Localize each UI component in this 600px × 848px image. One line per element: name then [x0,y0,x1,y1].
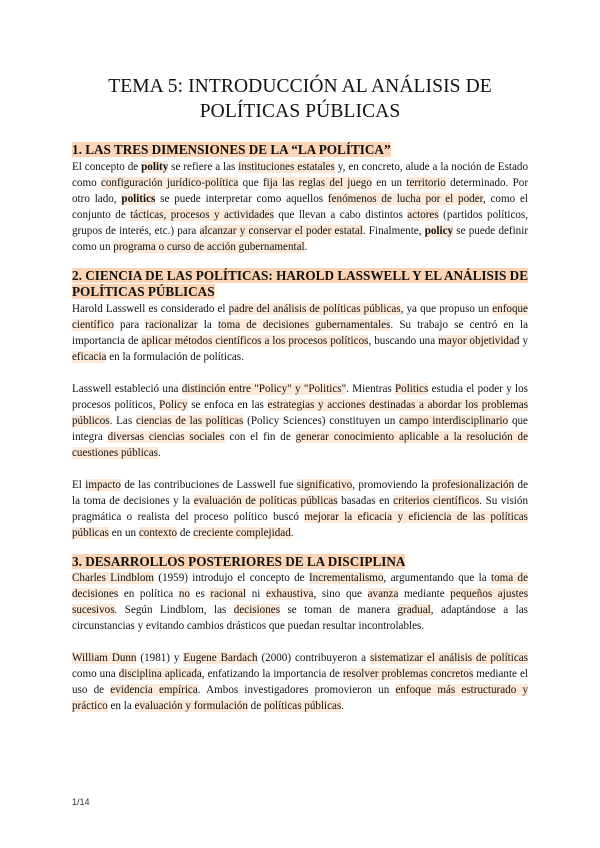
highlighted-text: eficacia [72,350,107,363]
section-heading: 2. CIENCIA DE LAS POLÍTICAS: HAROLD LASSWELL Y EL ANÁLISIS DE POLÍTICAS PÚBLICAS [72,267,528,299]
highlighted-text: estrategias y acciones destinadas a abordar los problemas públicos [72,398,529,427]
text-run: (1981) y [136,652,184,664]
text-run: que [238,176,263,189]
text-run: , adaptándose a las circunstancias y evitando cambios drásticos que puedan resultar incontrolables. [72,604,529,632]
text-run: . [290,526,294,539]
text-run: basadas en [337,494,394,507]
text-run: Lasswell estableció una [72,382,182,395]
section-three-dimensions [72,142,528,255]
text-run: , como el conjunto de [72,192,528,221]
highlighted-text: generar conocimiento aplicable a la resolución de cuestiones públicas [72,430,528,459]
bold-highlighted-term: policy [424,224,454,237]
paragraph [72,570,528,634]
text-run: . Su visión pragmática o realista del proceso político buscó [72,494,528,523]
highlighted-text: campo interdisciplinario [399,414,509,427]
section-heading: 1. LAS TRES DIMENSIONES DE LA “LA POLÍTICA” [72,142,391,157]
bold-highlighted-term: polity [141,160,169,173]
highlighted-text: no [178,588,190,600]
text-run: . Su trabajo se centró en la importancia de [72,318,529,347]
highlighted-text: diversas ciencias sociales [107,430,225,443]
highlighted-text: racional [210,588,247,600]
section-heading: 3. DESARROLLOS POSTERIORES DE LA DISCIPLINA [72,553,406,569]
page-number: 1/14 [72,797,90,807]
text-run: . [304,240,308,253]
text-run: (Policy Sciences) constituyen un [243,414,400,427]
text-run: para [113,318,146,331]
highlighted-text: padre del análisis de políticas públicas [228,302,401,315]
text-run: de [177,526,194,539]
highlighted-text: enfoque más estructurado y práctico [72,684,528,712]
highlighted-text: impacto [85,478,121,491]
text-run: , argumentando que la [383,572,491,584]
text-run: se refiere a las [168,160,239,173]
text-run: . Según Lindblom, las [114,604,234,616]
bold-highlighted-term: politics [121,192,156,205]
highlighted-text: ciencias de las políticas [135,414,244,427]
text-run: que integra [72,414,528,443]
text-run: mediante [398,588,451,600]
paragraph [72,159,528,255]
highlighted-text: disciplina aplicada [118,668,202,680]
text-run: determinado. Por otro lado, [72,176,529,205]
highlighted-text: Politics [395,382,429,395]
highlighted-text: fenómenos de lucha por el poder [327,192,483,205]
text-run: . Finalmente, [362,224,425,237]
highlighted-text: criterios científicos [393,494,480,507]
text-run: en la formulación de políticas. [106,350,244,363]
text-run: de la toma de decisiones y la [72,478,528,507]
text-run: (1959) introdujo el concepto de [154,572,309,584]
text-run: El concepto de [72,160,142,173]
highlighted-text: fija las reglas del juego [262,176,372,189]
highlighted-text: políticas públicas [263,700,342,712]
text-run: , enfatizando la importancia de [201,668,343,680]
highlighted-text: decisiones [233,604,281,616]
highlighted-text: evidencia empírica [110,684,198,696]
highlighted-text: aplicar métodos científicos a los procesos políticos [141,334,369,347]
highlighted-text: alcanzar y conservar el poder estatal [199,224,363,237]
text-run: en política [118,588,179,600]
highlighted-text: territorio [406,176,446,189]
text-run: se puede interpretar como aquellos [155,192,328,205]
text-run: de las contribuciones de Lasswell fue [120,478,297,491]
highlighted-text: sistematizar el análisis de políticas [369,652,529,664]
text-run: , promoviendo la [352,478,433,491]
text-run: . [157,446,161,459]
text-run: la [197,318,218,331]
highlighted-text: pequeños ajustes sucesivos [72,588,529,616]
highlighted-text: mejorar la eficacia y eficiencia de las políticas públicas [72,510,528,539]
highlighted-text: instituciones estatales [238,160,335,173]
highlighted-text: actores [407,208,439,221]
highlighted-text: avanza [367,588,399,600]
highlighted-text: evaluación de políticas públicas [193,494,338,507]
text-run: . [341,700,345,712]
highlighted-text: configuración jurídico-política [100,176,239,189]
text-run: . Las [109,414,136,427]
paragraph [72,381,528,461]
highlighted-text: gradual [397,604,431,616]
highlighted-text: distinción entre "Policy" y "Politics" [181,382,347,395]
paragraph [72,650,528,714]
text-run: en un [371,176,407,189]
text-run: estudia el poder y los procesos políticos, [72,382,528,411]
title-line-2: POLÍTICAS PÚBLICAS [199,101,401,122]
highlighted-text: contexto [138,526,178,539]
text-run: con el fin de [224,430,296,443]
text-run: en un [108,526,139,539]
highlighted-text: William Dunn [72,652,137,664]
text-run: como una [72,668,119,680]
highlighted-text: evaluación y formulación [134,700,248,712]
highlighted-text: toma de decisiones [72,572,528,600]
text-run: (partidos políticos, grupos de interés, etc.) para [72,208,529,237]
highlighted-text: resolver problemas concretos [342,668,474,680]
text-run: y, en concreto, alude a la noción de Estado como [72,160,528,189]
highlighted-text: significativo [296,478,353,491]
document-title [72,0,528,124]
text-run: ni [246,588,266,600]
text-run: , buscando una [368,334,439,347]
paragraph [72,477,528,541]
text-run: Harold Lasswell es considerado el [72,302,229,315]
highlighted-text: mayor objetividad [438,334,520,347]
highlighted-text: profesionalización [432,478,515,491]
text-run: se enfoca en las [187,398,268,411]
highlighted-text: exhaustiva [266,588,314,600]
text-run: es [189,588,211,600]
paragraph [72,301,528,365]
highlighted-text: programa o curso de acción gubernamental [113,240,305,253]
highlighted-text: tácticas, procesos y actividades [130,208,274,221]
text-run: se puede definir como un [72,224,529,253]
text-run: El [72,478,86,491]
text-run: de [247,700,264,712]
section-later-developments [72,554,528,715]
text-run: se toman de manera [280,604,398,616]
highlighted-text: Eugene Bardach [183,652,258,664]
highlighted-text: creciente complejidad [193,526,291,539]
text-run: . Ambos investigadores promovieron un [197,684,396,696]
highlighted-text: Charles Lindblom [72,572,155,584]
section-policy-sciences-lasswell [72,268,528,541]
highlighted-text: racionalizar [145,318,198,331]
text-run: que llevan a cabo distintos [273,208,408,221]
text-run: y [519,334,528,347]
text-run: . Mientras [346,382,395,395]
highlighted-text: Incrementalismo [308,572,384,584]
highlighted-text: toma de decisiones gubernamentales [217,318,391,331]
highlighted-text: enfoque científico [72,302,528,331]
text-run: mediante el uso de [72,668,528,696]
text-run: , ya que propuso un [400,302,493,315]
text-run: , sino que [313,588,368,600]
highlighted-text: Policy [159,398,188,411]
text-run: (2000) contribuyeron a [257,652,370,664]
title-line-1: TEMA 5: INTRODUCCIÓN AL ANÁLISIS DE [108,76,492,97]
text-run: en la [107,700,135,712]
